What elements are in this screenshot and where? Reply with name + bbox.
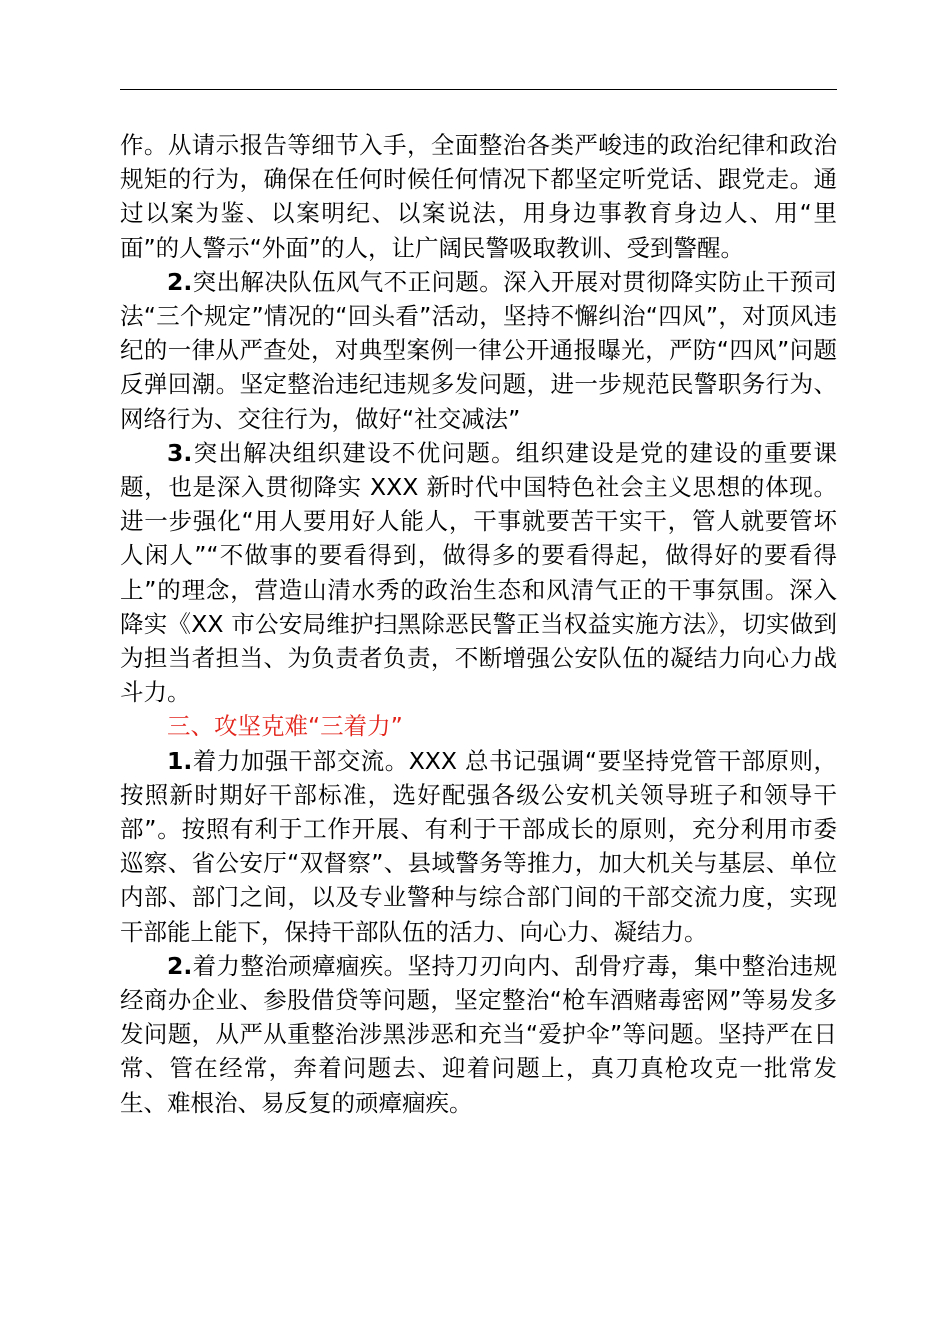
paragraph-item-2-chronic-problems (120, 949, 837, 1120)
item-number: 1. (167, 746, 193, 775)
item-number: 2. (167, 267, 193, 296)
paragraph-text: 突出解决队伍风气不正问题。深入开展对贯彻降实防止干预司法“三个规定”情况的“回头看”活动，坚持不懈纠治“四风”，对顶风违纪的一律从严查处，对典型案例一律公开通报曝光，严防“四风”问题反弹回潮。坚定整治违纪违规多发问题，进一步规范民警职务行为、网络行为、交往行为，做好“社交减法” (120, 267, 837, 433)
paragraph-item-2-team-style (120, 265, 837, 436)
section-heading: 三、攻坚克难“三着力” (167, 712, 403, 741)
paragraph-continuation (120, 128, 837, 265)
item-number: 3. (167, 438, 193, 467)
paragraph-text: 突出解决组织建设不优问题。组织建设是党的建设的重要课题，也是深入贯彻降实 XXX 新时代中国特色社会主义思想的体现。进一步强化“用人要用好人能人，干事就要苦干实干，管人就要管坏人闲人”“不做事的要看得到，做得多的要看得起，做得好的要看得上”的理念，营造山清水秀的政治生态和风清气正的干事氛围。深入降实《XX 市公安局维护扫黑除恶民警正当权益实施方法》，切实做到为担当者担当、为负责者负责，不断增强公安队伍的凝结力向心力战斗力。 (120, 438, 837, 707)
item-number: 2. (167, 951, 193, 980)
paragraph-text: 着力整治顽瘴痼疾。坚持刀刃向内、刮骨疗毒，集中整治违规经商办企业、参股借贷等问题，坚定整治“枪车酒赌毒密网”等易发多发问题，从严从重整治涉黑涉恶和充当“爱护伞”等问题。坚持严在日常、管在经常，奔着问题去、迎着问题上，真刀真枪攻克一批常发生、难根治、易反复的顽瘴痼疾。 (120, 951, 837, 1117)
paragraph-text: 作。从请示报告等细节入手，全面整治各类严峻违的政治纪律和政治规矩的行为，确保在任何时候任何情况下都坚定听党话、跟党走。通过以案为鉴、以案明纪、以案说法，用身边事教育身边人、用“里面”的人警示“外面”的人，让广阔民警吸取教训、受到警醒。 (120, 131, 837, 262)
header-rule (120, 89, 837, 90)
document-body (120, 128, 837, 1120)
paragraph-text: 着力加强干部交流。XXX 总书记强调“要坚持党管干部原则，按照新时期好干部标准，选好配强各级公安机关领导班子和领导干部”。按照有利于工作开展、有利于干部成长的原则，充分利用市委巡察、省公安厅“双督察”、县域警务等推力，加大机关与基层、单位内部、部门之间，以及专业警种与综合部门间的干部交流力度，实现干部能上能下，保持干部队伍的活力、向心力、凝结力。 (120, 746, 837, 946)
paragraph-item-1-cadre-exchange (120, 744, 837, 949)
paragraph-item-3-organization (120, 436, 837, 710)
